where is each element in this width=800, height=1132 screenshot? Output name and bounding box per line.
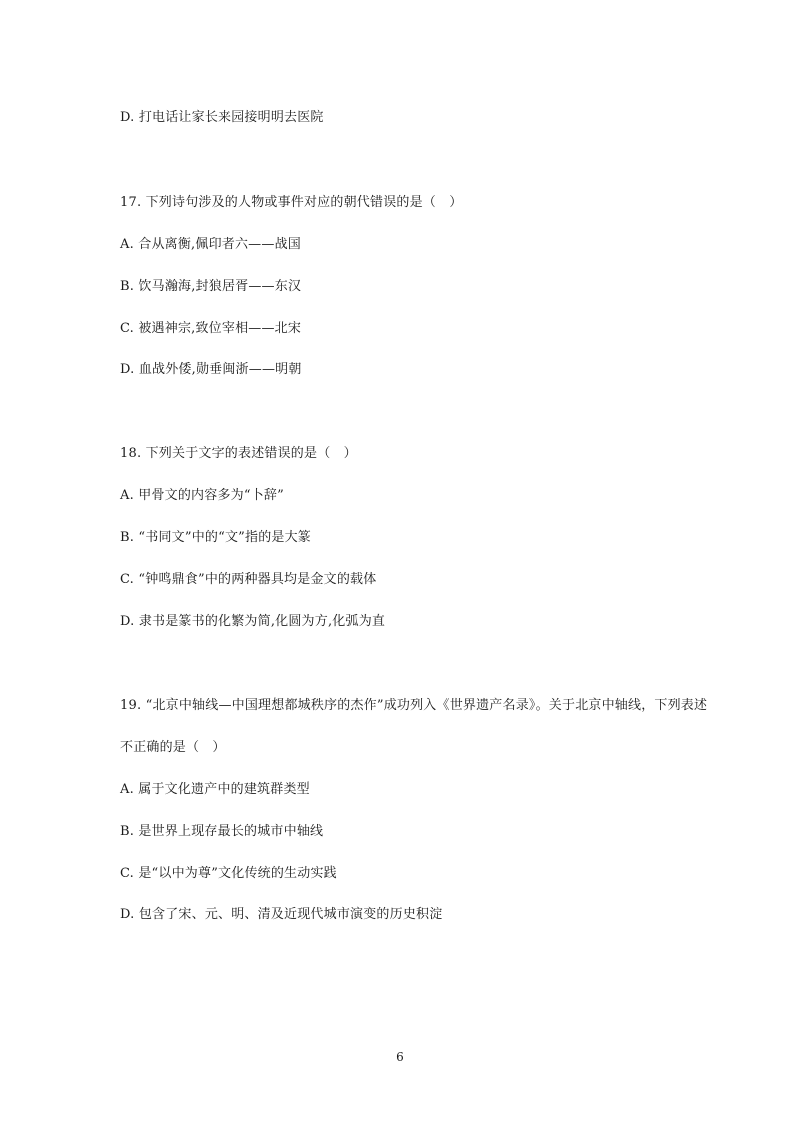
question-16-option-d: D. 打电话让家长来园接明明去医院 — [120, 110, 324, 125]
question-18-option-c: C. “钟鸣鼎食”中的两种器具均是金文的载体 — [120, 572, 377, 587]
question-17-option-a: A. 合从离衡,佩印者六——战国 — [120, 237, 301, 252]
question-17-option-b: B. 饮马瀚海,封狼居胥——东汉 — [120, 279, 302, 294]
question-18-option-b: B. “书同文”中的“文”指的是大篆 — [120, 530, 312, 545]
question-18-stem: 18. 下列关于文字的表述错误的是（ ） — [120, 446, 357, 461]
question-19-option-a: A. 属于文化遗产中的建筑群类型 — [120, 782, 310, 797]
question-19-stem-line-1: 19. “北京中轴线—中国理想都城秩序的杰作”成功列入《世界遗产名录》。关于北京中轴线，下列表述 — [120, 698, 708, 713]
question-17-option-d: D. 血战外倭,勋垂闽浙——明朝 — [120, 362, 302, 377]
question-17-option-c: C. 被遇神宗,致位宰相——北宋 — [120, 321, 302, 336]
question-17-stem: 17. 下列诗句涉及的人物或事件对应的朝代错误的是（ ） — [120, 195, 463, 210]
question-19-option-d: D. 包含了宋、元、明、清及近现代城市演变的历史积淀 — [120, 907, 443, 922]
question-19-option-c: C. 是“以中为尊”文化传统的生动实践 — [120, 866, 337, 881]
question-18-option-a: A. 甲骨文的内容多为“卜辞” — [120, 488, 284, 503]
page-number: 6 — [396, 1050, 404, 1064]
question-18-option-d: D. 隶书是篆书的化繁为简,化圆为方,化弧为直 — [120, 614, 386, 629]
question-19-option-b: B. 是世界上现存最长的城市中轴线 — [120, 824, 324, 839]
question-19-stem-line-2: 不正确的是（ ） — [120, 740, 226, 755]
